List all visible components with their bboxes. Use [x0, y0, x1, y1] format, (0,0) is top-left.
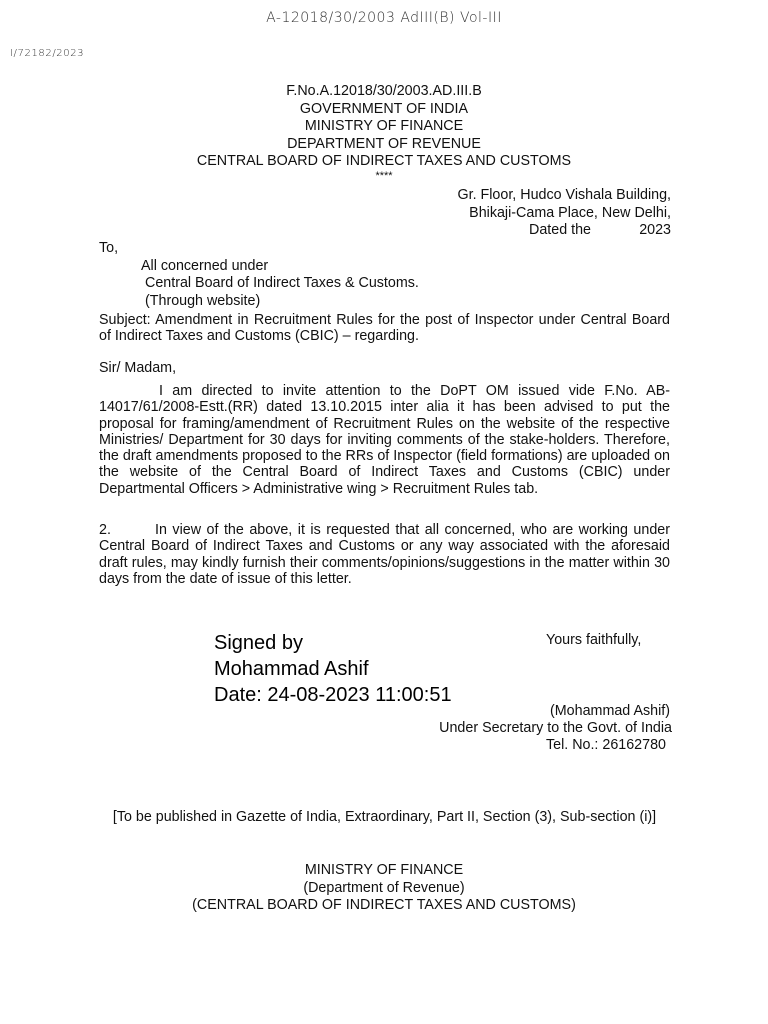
file-number: F.No.A.12018/30/2003.AD.III.B [286, 83, 482, 99]
letterhead-board: CENTRAL BOARD OF INDIRECT TAXES AND CUSTOMS [196, 153, 572, 169]
footer-department: (Department of Revenue) [303, 879, 465, 896]
signature-name: Mohammad Ashif [214, 658, 369, 680]
address-line-2: Bhikaji-Cama Place, New Delhi, [469, 204, 671, 221]
signatory-designation: Under Secretary to the Govt. of India [439, 720, 672, 736]
recipient-line-2: Central Board of Indirect Taxes & Customs. [145, 275, 419, 291]
paragraph-2 [99, 522, 670, 587]
address-line-1: Gr. Floor, Hudco Vishala Building, [457, 187, 671, 203]
dated-year: 2023 [639, 222, 671, 238]
digital-signature-stamp [214, 630, 452, 708]
salutation: Sir/ Madam, [99, 360, 177, 376]
recipient-block [99, 240, 419, 310]
paragraph-2-number: 2. [99, 522, 111, 538]
signatory-block [439, 703, 672, 754]
sender-address [457, 187, 671, 240]
notification-header [0, 862, 768, 915]
subject-line: Subject: Amendment in Recruitment Rules for the post of Inspector under Central Board of Indirect Taxes and Customs (CBIC) – regarding. [99, 312, 670, 345]
paragraph-1 [99, 383, 670, 497]
closing-phrase: Yours faithfully, [546, 632, 642, 648]
paragraph-1-text: I am directed to invite attention to the DoPT OM issued vide F.No. AB-14017/61/2008-Estt.(RR) dated 13.10.2015 inter alia it has been advised to put the proposal for framing/amendment of Recruitment Rules on the website of the respective Ministries/ Department for 30 days for inviting comments of the stake-holders. Therefore, the draft amendments proposed to the RRs of Inspector (field formations) are uploaded on the website of the Central Board of Indirect Taxes and Customs (CBIC) under Departmental Officers > Administrative wing > Recruitment Rules tab. [99, 383, 670, 497]
signature-signed-by: Signed by [214, 632, 303, 654]
recipient-line-3: (Through website) [145, 292, 261, 309]
handwritten-diary-number: I/72182/2023 [10, 48, 85, 59]
signature-date: Date: 24-08-2023 11:00:51 [214, 684, 452, 706]
letterhead-ministry: MINISTRY OF FINANCE [304, 118, 464, 134]
paragraph-2-text: In view of the above, it is requested that all concerned, who are working under Central Board of Indirect Taxes and Customs or any way associated with the aforesaid draft rules, may kindly furnish their comments/opinions/suggestions in the matter within 30 days from the date of issue of this letter. [99, 522, 670, 587]
dated-label: Dated the [529, 222, 591, 238]
letterhead [0, 83, 768, 182]
letterhead-government: GOVERNMENT OF INDIA [299, 100, 469, 117]
footer-ministry: MINISTRY OF FINANCE [304, 862, 464, 878]
letterhead-separator: **** [375, 169, 393, 182]
signatory-name: (Mohammad Ashif) [550, 703, 670, 719]
signatory-telephone: Tel. No.: 26162780 [545, 737, 666, 753]
dated-line [457, 222, 671, 240]
recipient-line-1: All concerned under [141, 257, 269, 274]
handwritten-file-reference: A-12018/30/2003 AdIII(B) Vol-III [266, 10, 502, 26]
gazette-note: [To be published in Gazette of India, Extraordinary, Part II, Section (3), Sub-section (i)] [112, 809, 657, 825]
letterhead-department: DEPARTMENT OF REVENUE [287, 135, 481, 152]
footer-board: (CENTRAL BOARD OF INDIRECT TAXES AND CUSTOMS) [192, 897, 576, 913]
to-label: To, [99, 240, 119, 256]
